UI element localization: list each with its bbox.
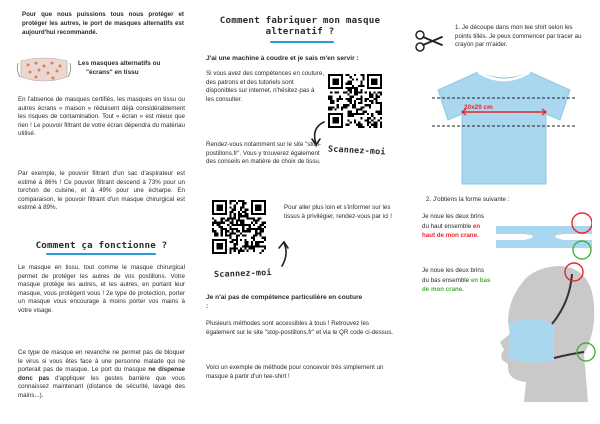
knot-bottom-location: en bas de mon crane.: [422, 276, 491, 294]
paragraph-filter-examples: Par exemple, le pouvoir filtrant d'un sac d'aspirateur est estimé à 86% ! Ce pouvoir filtrant descend à 73% pour un torchon de cuisine, et à 49% pour une écharpe. En comparaison, le pouvoir filtrant d'un masque chirurgical est estimé à 89%.: [18, 170, 185, 212]
step-2-text: 2. J'obtiens la forme suivante :: [426, 196, 510, 203]
mask-caption-line-1: Les masques alternatifs ou: [78, 60, 161, 67]
knot-top-location: en haut de mon crane.: [422, 222, 481, 240]
heading-underline: [270, 41, 334, 43]
heading-how-it-works: Comment ça fonctionne ?: [35, 240, 168, 251]
limits-text-c: d'appliquer les gestes barrière que vous connaissez maintenant (distance de sécurité, lavage des mains...).: [18, 374, 185, 399]
tshirt-illustration: [428, 68, 580, 188]
qr-code-top[interactable]: [328, 74, 382, 128]
paragraph-stop-postillons: Rendez-vous notamment sur le site "stop-postillons.fr". Vous y trouverez également des conseils en matière de choix de tissu.: [206, 141, 321, 166]
qr-code-bottom[interactable]: [212, 200, 266, 254]
scissors-icon: [414, 30, 444, 52]
question-sewing-machine: J'ai une machine à coudre et je sais m'en servir :: [206, 55, 359, 62]
knot-bottom-instruction: Je noue les deux brins du bas ensemble: [422, 267, 484, 284]
paragraph-methods: Plusieurs méthodes sont accessibles à tous ! Retrouvez les également sur le site "stop-postillons.fr" et via le QR code ci-dessus.: [206, 320, 394, 336]
paragraph-fabrics-more: Pour aller plus loin et s'informer sur les tissus à privilégier, rendez-vous par ici !: [284, 204, 392, 220]
scan-me-label-bottom: Scannez-moi: [213, 266, 272, 280]
question-no-skills: Je n'ai pas de compétence particulière en couture :: [206, 294, 363, 311]
column-right: [400, 0, 600, 424]
mask-shape-illustration: [496, 212, 592, 260]
dimension-label: 20x20 cm: [464, 104, 493, 111]
paragraph-limits: [18, 349, 185, 401]
mask-caption: [78, 60, 188, 77]
paragraph-masks-certified: En l'absence de masques certifiés, les masques en tissu ou autres écrans « maison » réduisent déjà considérablement les risques de contamination. Tout « écran » est mieux que rien ! Le pouvoir filtrant de votre écran dépendra du matériau utilisé.: [18, 96, 185, 138]
intro-text: Pour que nous puissions tous nous protéger et protéger les autres, le port de masques alternatifs est aujourd'hui recommandé.: [22, 11, 184, 36]
knot-top-text: [422, 212, 492, 241]
mask-caption-line-2: "écrans" en tissu: [86, 68, 139, 76]
fabric-mask-illustration: [16, 55, 72, 85]
head-with-mask-illustration: [496, 262, 598, 402]
paragraph-how-it-works: Le masque en tissu, tout comme le masque chirurgical permet de protéger les autres de vos postillons. Votre masque protège les autres, et les autres, en portant leur masque, vous protègent vous ! 2e type de protection, porter un masque vous encourage à moins porter vos mains à votre visage.: [18, 264, 185, 314]
limits-text-a: Ce type de masque en revanche ne permet pas de bloquer le virus si vous êtes face à une personne malade qui ne porterait pas de masque. Le port du masque: [18, 349, 185, 374]
column-left: [0, 0, 200, 424]
step-1-text: 1. Je découpe dans mon tee shirt selon les points tillés. Je peux commencer par tracer au crayon par m'aider.: [455, 24, 582, 49]
knot-bottom-text: [422, 266, 492, 295]
scan-me-label-top: Scannez-moi: [327, 143, 386, 157]
arrow-icon: [276, 240, 292, 268]
heading-how-to-make-line-1: Comment fabriquer mon masque: [219, 15, 381, 26]
heading-how-to-make-line-2: alternatif ?: [265, 26, 335, 37]
knot-top-instruction: Je noue les deux brins du haut ensemble: [422, 213, 484, 230]
column-middle: [200, 0, 400, 424]
paragraph-tshirt-example: Voici un exemple de méthode pour concevoir très simplement un masque à partir d'un tee-shirt !: [206, 364, 384, 380]
limits-emphasis: ne dispense donc pas: [18, 366, 185, 382]
heading-how-to-make: [210, 15, 390, 37]
paragraph-sewing-skills: Si vous avez des compétences en couture, des patrons et des tutoriels sont disponibles sur internet, n'hésitez-pas à les consulter.: [206, 70, 324, 103]
heading-underline: [46, 253, 156, 255]
arrow-icon: [308, 120, 328, 148]
